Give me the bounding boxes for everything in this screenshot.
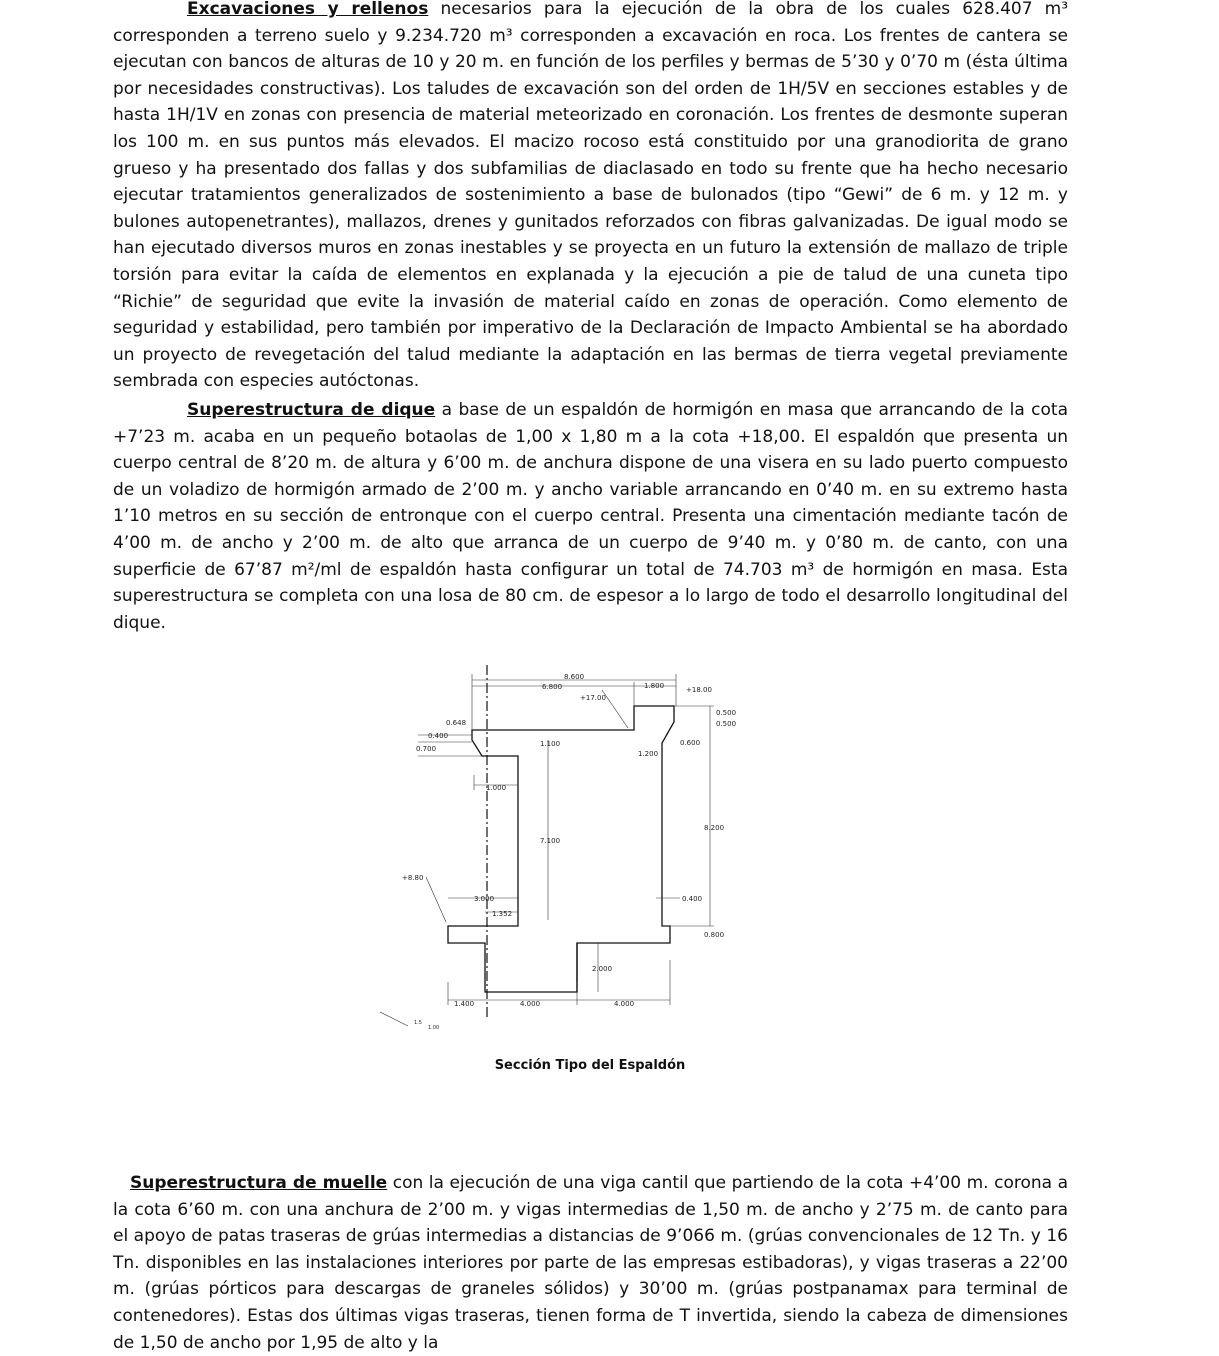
dim-label: 4.000 [614, 1000, 635, 1008]
slope-label: 1.00 [428, 1025, 440, 1031]
dim-label: 7.100 [540, 837, 561, 845]
dim-label: 0.600 [680, 739, 701, 747]
dim-label: 0.400 [682, 895, 703, 903]
paragraph-text: necesarios para la ejecución de la obra de los cuales 628.407 m³ corresponden a terreno suelo y 9.234.720 m³ corresponden a excavación en roca. Los frentes de cantera se ejecutan con bancos de alturas de 10 y 20 m. en función de los perfiles y bermas de 5’30 y 0’70 m (ésta última por necesidades constructivas). Los taludes de excavación son del orden de 1H/5V en secciones estables y de hasta 1H/1V en zonas con presencia de material meteorizado en coronación. Los frentes de desmonte superan los 100 m. en sus puntos más elevados. El macizo rocoso está constituido por una granodiorita de grano grueso y ha presentado dos fallas y dos subfamilias de diaclasado en todo su frente que ha hecho necesario ejecutar tratamientos generalizados de sostenimiento a base de bulonados (tipo “Gewi” de 6 m. y 12 m. y bulones autopenetrantes), mallazos, drenes y gunitados reforzados con fibras galvanizadas. De igual modo se han ejecutado diversos muros en zonas inestables y se proyecta en un futuro la extensión de mallazo de triple torsión para evitar la caída de elementos en explanada y la ejecución a pie de talud de una cuneta tipo “Richie” de seguridad que evite la invasión de material caído en zonas de operación. Como elemento de seguridad y estabilidad, pero también por imperativo de la Declaración de Impacto Ambiental se ha abordado un proyecto de revegetación del talud mediante la adaptación en las bermas de tierra vegetal previamente sembrada con especies autóctonas. [113, 0, 1069, 392]
dim-label: 0.800 [704, 931, 725, 939]
paragraph-text: con la ejecución de una viga cantil que partiendo de la cota +4’00 m. corona a la cota 6’60 m. con una anchura de 2’00 m. y vigas intermedias de 1,50 m. de ancho y 2’75 m. de canto para el apoyo de patas traseras de grúas intermedias a distancias de 9’066 m. (grúas convencionales de 12 Tn. y 16 Tn. disponibles en las instalaciones interiores por parte de las empresas estibadoras), y vigas traseras a 22’00 m. (grúas pórticos para descargas de graneles sólidos) y 30’00 m. (grúas postpanamax para terminal de contenedores). Estas dos últimas vigas traseras, tienen forma de T invertida, siendo la cabeza de dimensiones de 1,50 de ancho por 1,95 de alto y la [113, 1173, 1069, 1353]
dim-label: 2.000 [592, 965, 613, 973]
dim-label: 1.400 [454, 1000, 475, 1008]
dim-label: 0.500 [716, 720, 737, 728]
dimension-lines [380, 674, 714, 1026]
section-heading: Superestructura de muelle [130, 1173, 388, 1193]
dim-label: 1.352 [492, 910, 513, 918]
dim-label: 8.200 [704, 824, 725, 832]
paragraph-excavaciones [113, 0, 1068, 395]
slope-label: 1.5 [414, 1020, 422, 1026]
section-heading: Excavaciones y rellenos [187, 0, 429, 19]
figure-caption: Sección Tipo del Espaldón [494, 1058, 686, 1073]
dim-label: 0.648 [446, 719, 467, 727]
espaldon-outline [448, 706, 674, 992]
paragraph-superestructura-muelle [113, 1170, 1068, 1356]
dim-label: 0.400 [428, 732, 449, 740]
paragraph-text: a base de un espaldón de hormigón en masa que arrancando de la cota +7’23 m. acaba en un pequeño botaolas de 1,00 x 1,80 m a la cota +18,00. El espaldón que presenta un cuerpo central de 8’20 m. de altura y 6’00 m. de anchura dispone de una visera en su lado puerto compuesto de un voladizo de hormigón armado de 2’00 m. y ancho variable arrancando en 0’40 m. en su extremo hasta 1’10 metros en su sección de entronque con el cuerpo central. Presenta una cimentación mediante tacón de 4’00 m. de ancho y 2’00 m. de alto que arranca de un cuerpo de 9’40 m. y 0’80 m. de canto, con una superficie de 67’87 m²/ml de espaldón hasta configurar un total de 74.703 m³ de hormigón en masa. Esta superestructura se completa con una losa de 80 cm. de espesor a lo largo de todo el desarrollo longitudinal del dique. [113, 400, 1069, 633]
dim-label: 1.200 [638, 750, 659, 758]
dim-label: 1.000 [486, 784, 507, 792]
dim-label: 0.700 [416, 745, 437, 753]
dim-label: 1.100 [540, 740, 561, 748]
paragraph-superestructura-dique [113, 397, 1068, 636]
dimension-labels [402, 673, 736, 1031]
dim-label: 0.500 [716, 709, 737, 717]
dim-label: 4.000 [520, 1000, 541, 1008]
dim-label: 8.600 [564, 673, 585, 681]
dim-label: 6.800 [542, 683, 563, 691]
dim-label: +18.00 [686, 686, 712, 694]
espaldon-section-drawing [370, 660, 770, 1040]
section-svg [370, 660, 770, 1040]
dim-label: +8.80 [402, 874, 424, 882]
dim-label: 3.000 [474, 895, 495, 903]
dim-label: 1.800 [644, 682, 665, 690]
dim-label: +17.00 [580, 694, 606, 702]
section-heading: Superestructura de dique [187, 400, 436, 420]
